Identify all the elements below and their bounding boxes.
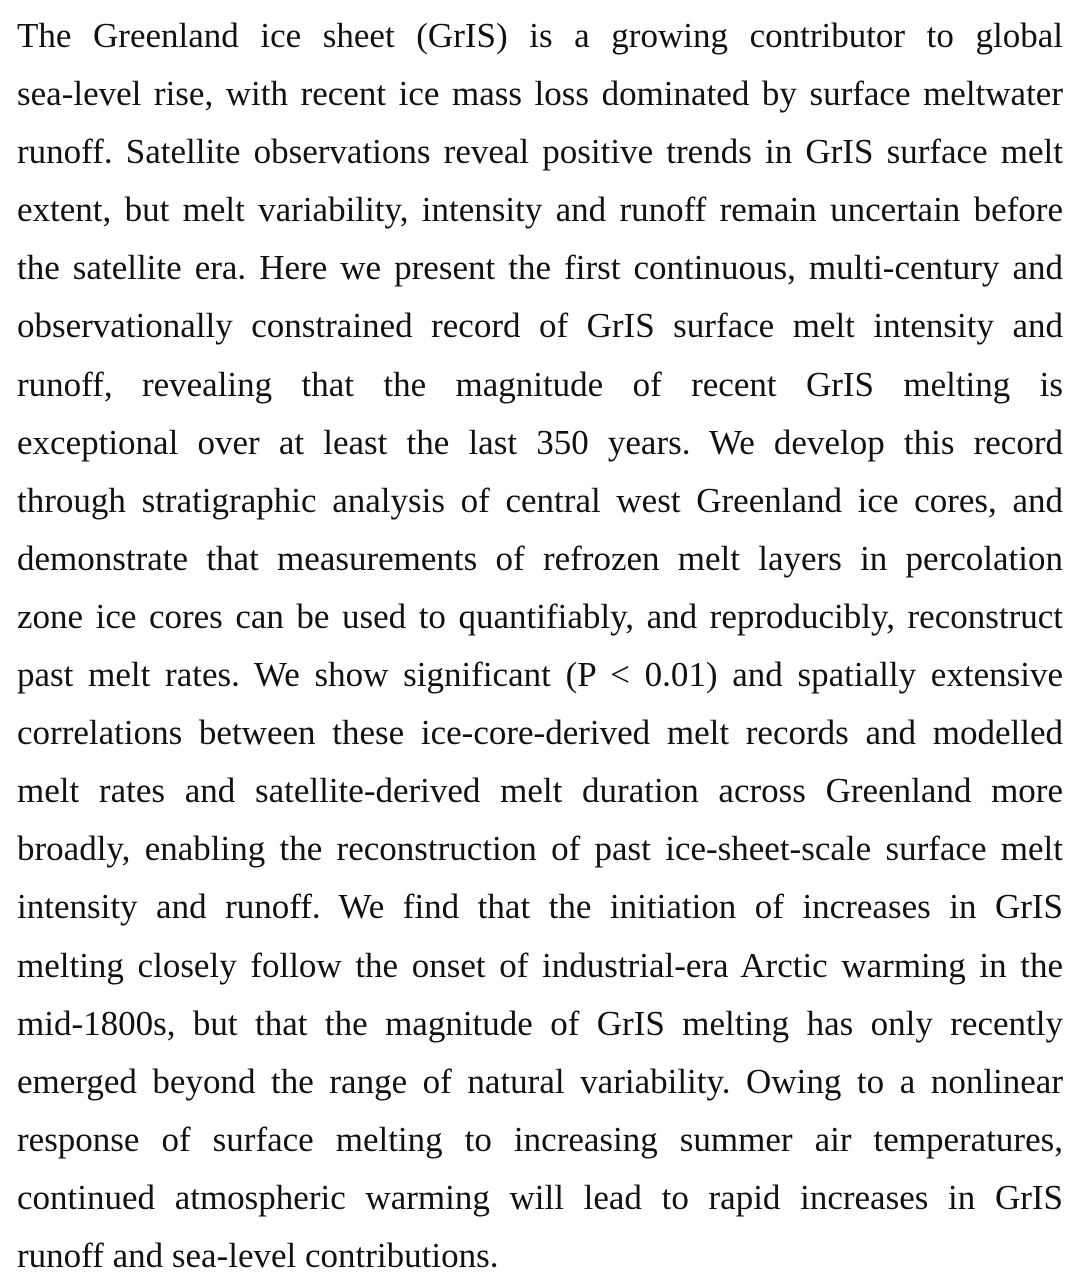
abstract-line-13: correlations between these ice-core-derived melt records and modelled — [17, 713, 1063, 753]
abstract-line-10: demonstrate that measurements of refrozen melt layers in percolation — [17, 538, 1063, 578]
abstract-line-1: The Greenland ice sheet (GrIS) is a growing contributor to global — [17, 16, 1063, 55]
abstract-line-6: observationally constrained record of GrIS surface melt intensity and — [17, 306, 1063, 346]
abstract-line-22: runoff and sea-level contributions. — [17, 1235, 499, 1275]
abstract-line-5: the satellite era. Here we present the first continuous, multi-century and — [17, 248, 1063, 288]
abstract-line-21: continued atmospheric warming will lead to rapid increases in GrIS — [17, 1177, 1063, 1217]
abstract-line-18: mid-1800s, but that the magnitude of GrIS melting has only recently — [17, 1003, 1063, 1043]
abstract-line-11: zone ice cores can be used to quantifiably, and reproducibly, reconstruct — [17, 596, 1063, 636]
abstract-line-9: through stratigraphic analysis of central west Greenland ice cores, and — [17, 480, 1063, 520]
abstract-line-17: melting closely follow the onset of industrial-era Arctic warming in the — [17, 945, 1063, 985]
abstract-line-4: extent, but melt variability, intensity and runoff remain uncertain before — [17, 190, 1063, 230]
abstract-line-2: sea-level rise, with recent ice mass loss dominated by surface meltwater — [17, 74, 1063, 114]
abstract-line-3: runoff. Satellite observations reveal positive trends in GrIS surface melt — [17, 132, 1063, 172]
abstract-line-19: emerged beyond the range of natural variability. Owing to a nonlinear — [17, 1061, 1063, 1101]
abstract-line-16: intensity and runoff. We find that the initiation of increases in GrIS — [17, 887, 1063, 927]
abstract-line-8: exceptional over at least the last 350 years. We develop this record — [17, 422, 1063, 462]
abstract-paragraph — [17, 7, 1063, 1285]
abstract-line-20: response of surface melting to increasing summer air temperatures, — [17, 1119, 1063, 1159]
abstract-line-14: melt rates and satellite-derived melt duration across Greenland more — [17, 771, 1063, 811]
abstract-line-12: past melt rates. We show significant (P < 0.01) and spatially extensive — [17, 655, 1063, 695]
abstract-line-15: broadly, enabling the reconstruction of past ice-sheet-scale surface melt — [17, 829, 1063, 869]
abstract-line-7: runoff, revealing that the magnitude of recent GrIS melting is — [17, 364, 1063, 404]
